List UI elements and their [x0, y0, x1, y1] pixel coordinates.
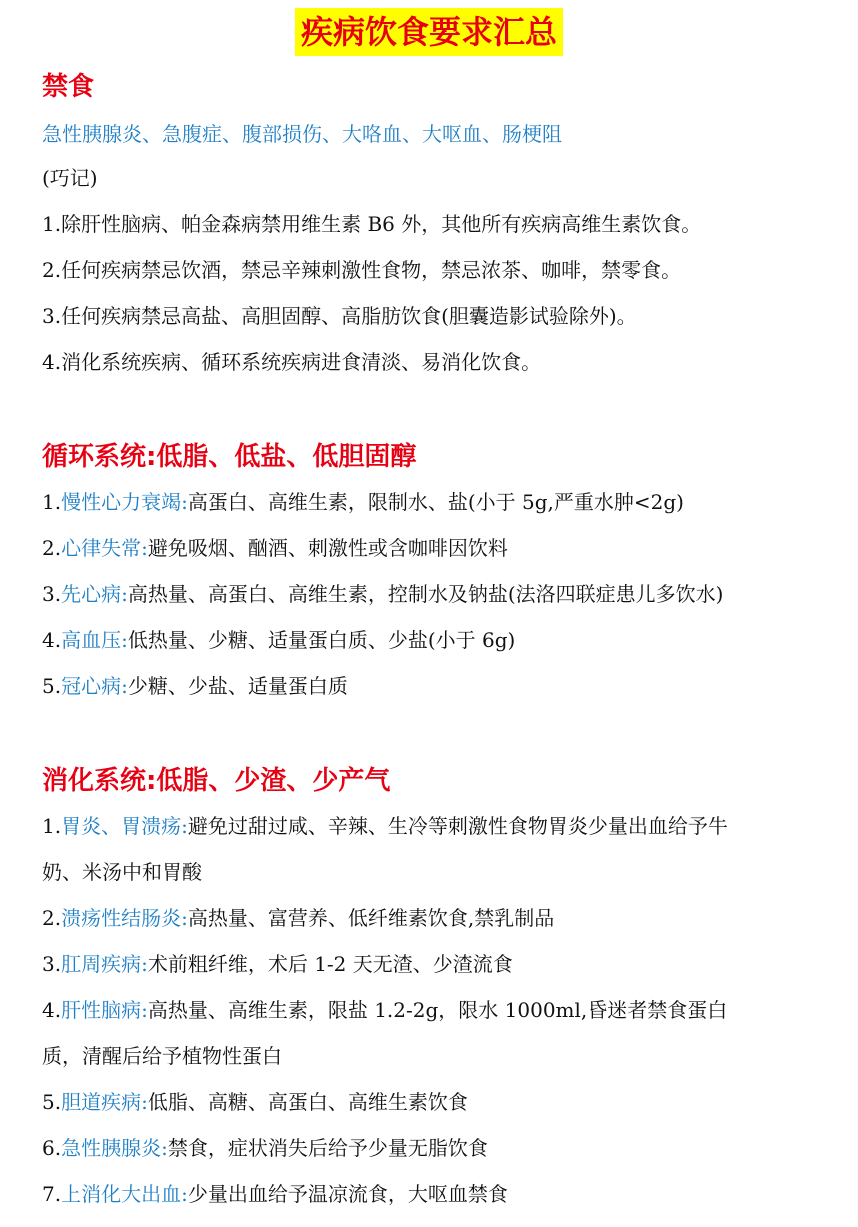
diet-text: 高热量、高维生素，限盐 1.2-2g，限水 1000ml,昏迷者禁食蛋白: [147, 998, 728, 1022]
digestive-heading: 消化系统:低脂、少渣、少产气: [42, 766, 391, 796]
list-item: [42, 1180, 508, 1208]
disease-name: 急性胰腺炎:: [61, 1136, 168, 1160]
item-number: 6.: [42, 1136, 62, 1160]
disease-name: 肝性脑病:: [61, 998, 148, 1022]
diet-text: 少量出血给予温凉流食，大呕血禁食: [187, 1182, 508, 1206]
disease-name: 上消化大出血:: [61, 1182, 188, 1206]
item-number: 3.: [42, 582, 62, 606]
disease-name: 胆道疾病:: [61, 1090, 148, 1114]
list-item: [42, 904, 554, 932]
page-title: 疾病饮食要求汇总: [295, 8, 563, 56]
item-number: 7.: [42, 1182, 62, 1206]
memo-label: (巧记): [42, 166, 98, 190]
list-item: [42, 1134, 488, 1162]
memo-item: 2.任何疾病禁忌饮酒，禁忌辛辣刺激性食物，禁忌浓茶、咖啡，禁零食。: [42, 258, 682, 282]
list-item: [42, 812, 728, 840]
disease-name: 心律失常:: [61, 536, 148, 560]
list-item: [42, 488, 684, 516]
item-number: 2.: [42, 906, 62, 930]
diet-text: 高蛋白、高维生素，限制水、盐(小于 5g,严重水肿<2g): [187, 490, 684, 514]
diet-text: 低热量、少糖、适量蛋白质、少盐(小于 6g): [127, 628, 516, 652]
item-number: 4.: [42, 998, 62, 1022]
memo-item: 4.消化系统疾病、循环系统疾病进食清淡、易消化饮食。: [42, 350, 542, 374]
diet-text: 高热量、高蛋白、高维生素，控制水及钠盐(法洛四联症患儿多饮水): [127, 582, 724, 606]
disease-name: 溃疡性结肠炎:: [61, 906, 188, 930]
circulatory-heading: 循环系统:低脂、低盐、低胆固醇: [42, 442, 417, 472]
list-item: [42, 626, 515, 654]
item-number: 5.: [42, 1090, 62, 1114]
fasting-heading: 禁食: [42, 72, 95, 102]
list-item: [42, 996, 727, 1024]
diet-text: 高热量、富营养、低纤维素饮食,禁乳制品: [187, 906, 555, 930]
list-item-continuation: 质，清醒后给予植物性蛋白: [42, 1044, 282, 1068]
item-number: 1.: [42, 814, 62, 838]
list-item: [42, 534, 508, 562]
list-item: [42, 580, 723, 608]
diet-text: 避免吸烟、酗酒、刺激性或含咖啡因饮料: [147, 536, 508, 560]
disease-name: 高血压:: [61, 628, 128, 652]
list-item: [42, 950, 513, 978]
item-number: 2.: [42, 536, 62, 560]
item-number: 4.: [42, 628, 62, 652]
diet-text: 术前粗纤维，术后 1-2 天无渣、少渣流食: [147, 952, 513, 976]
diet-text: 少糖、少盐、适量蛋白质: [127, 674, 348, 698]
disease-name: 胃炎、胃溃疡:: [61, 814, 188, 838]
diet-text: 低脂、高糖、高蛋白、高维生素饮食: [147, 1090, 468, 1114]
item-number: 1.: [42, 490, 62, 514]
list-item: [42, 1088, 468, 1116]
disease-name: 冠心病:: [61, 674, 128, 698]
item-number: 3.: [42, 952, 62, 976]
disease-name: 先心病:: [61, 582, 128, 606]
title-wrap: [0, 8, 858, 56]
list-item-continuation: 奶、米汤中和胃酸: [42, 860, 202, 884]
fasting-diseases: 急性胰腺炎、急腹症、腹部损伤、大咯血、大呕血、肠梗阻: [42, 122, 562, 146]
memo-item: 3.任何疾病禁忌高盐、高胆固醇、高脂肪饮食(胆囊造影试验除外)。: [42, 304, 637, 328]
diet-text: 禁食，症状消失后给予少量无脂饮食: [167, 1136, 488, 1160]
diet-text: 避免过甜过咸、辛辣、生冷等刺激性食物胃炎少量出血给予牛: [187, 814, 728, 838]
memo-item: 1.除肝性脑病、帕金森病禁用维生素 B6 外，其他所有疾病高维生素饮食。: [42, 212, 702, 236]
disease-name: 慢性心力衰竭:: [61, 490, 188, 514]
list-item: [42, 672, 348, 700]
item-number: 5.: [42, 674, 62, 698]
disease-name: 肛周疾病:: [61, 952, 148, 976]
